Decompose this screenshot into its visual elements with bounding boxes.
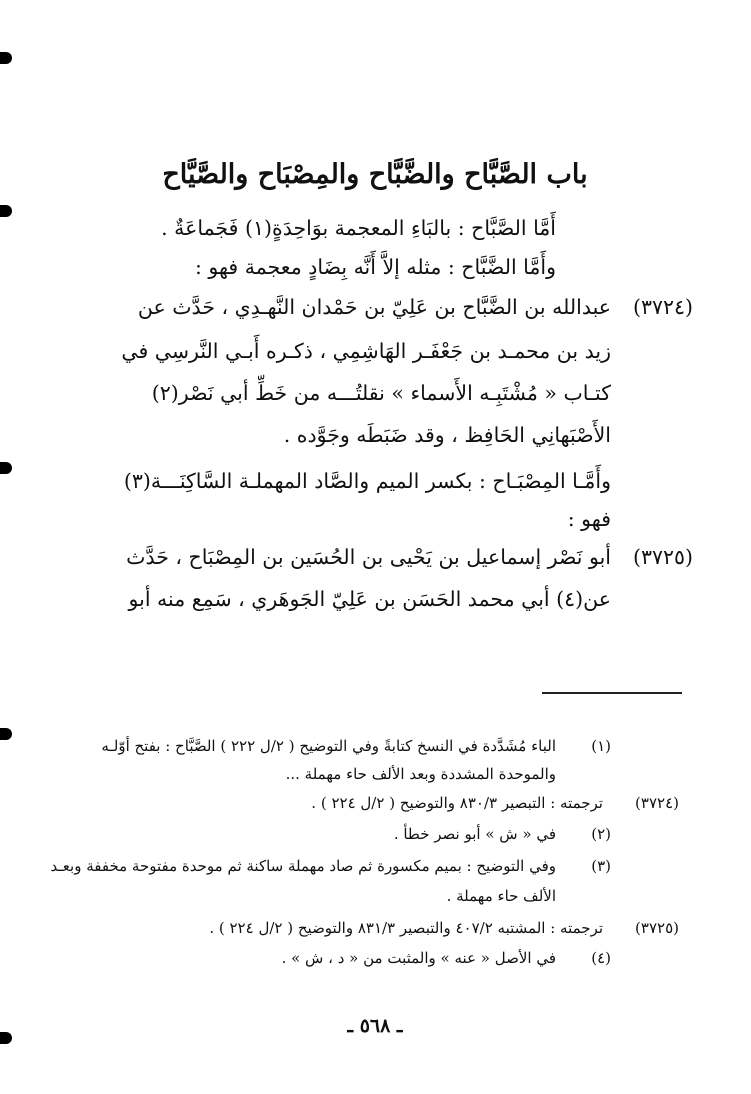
footnote-text: والموحدة المشددة وبعد الألف حاء مهملة ... [285, 765, 556, 783]
intro-line: وأَمَّا الضَّبَّاح : مثله إلاَّ أَنَّه بِضَادٍ معجمة فهو : [194, 255, 556, 279]
footnote-text: الباء مُشَدَّدة في النسخ كتابةً وفي التوضيح ( ٢/ل ٢٢٢ ) الصَّبَّاح : بفتح أوّلـه [101, 737, 556, 755]
footnote-marker: (١) [591, 737, 611, 755]
intro-line: أَمَّا الصَّبَّاح : بالبَاءِ المعجمة بوَاحِدَةٍ(١) فَجَماعَةٌ . [161, 216, 556, 240]
entry-line: أبو نَصْر إسماعيل بن يَحْيى بن الحُسَين بن المِصْبَاح ، حَدَّث [126, 545, 611, 569]
footnote-text: ترجمته : المشتبه ٤٠٧/٢ والتبصير ٨٣١/٣ والتوضيح ( ٢/ل ٢٢٤ ) . [209, 919, 603, 937]
entry-line: كتـاب « مُشْتَبِـه الأَسماء » نقلتُـــه من خَطِّ أبي نَصْر(٢) [151, 381, 611, 405]
footnote-marker: (٣) [591, 857, 611, 875]
footnote-marker: (٢) [591, 825, 611, 843]
entry-line: عن(٤) أبي محمد الحَسَن بن عَلِيّ الجَوهَري ، سَمِع منه أبو [128, 587, 611, 611]
footnote-marker: (٣٧٢٥) [635, 919, 679, 937]
binding-mark [0, 462, 12, 474]
footnote-text: في « ش » أبو نصر خطأ . [393, 825, 556, 843]
footnote-text: وفي التوضيح : بميم مكسورة ثم صاد مهملة ساكنة ثم موحدة مفتوحة مخففة وبعـد [50, 857, 556, 875]
footnote-marker: (٤) [591, 949, 611, 967]
intro-line: فهو : [567, 507, 611, 531]
footnote-separator [542, 692, 682, 694]
entry-number: (٣٧٢٤) [632, 295, 693, 319]
binding-mark [0, 728, 12, 740]
footnote-text: الألف حاء مهملة . [446, 887, 556, 905]
footnote-text: في الأصل « عنه » والمثبت من « د ، ش » . [281, 949, 556, 967]
binding-mark [0, 1032, 12, 1044]
footnote-marker: (٣٧٢٤) [635, 794, 679, 812]
entry-line: زيد بن محمـد بن جَعْفَـر الهَاشِمِي ، ذكـره أَبـي النَّرسِي في [121, 339, 611, 363]
page-number: ـ ٥٦٨ ـ [347, 1015, 403, 1037]
chapter-title: باب الصَّبَّاح والضَّبَّاح والمِصْبَاح والصَّيَّاح [162, 159, 588, 190]
binding-mark [0, 205, 12, 217]
entry-number: (٣٧٢٥) [632, 545, 693, 569]
entry-line: الأَصْبَهانِي الحَافِظ ، وقد ضَبَطَه وجَوَّده . [283, 423, 611, 447]
intro-line: وأَمَّـا المِصْبَـاح : بكسر الميم والصَّاد المهملـة السَّاكِنَـــة(٣) [123, 469, 611, 493]
entry-line: عبدالله بن الضَّبَّاح بن عَلِيّ بن حَمْدان النَّهـدِي ، حَدَّث عن [137, 295, 611, 319]
binding-mark [0, 52, 12, 64]
footnote-text: ترجمته : التبصير ٨٣٠/٣ والتوضيح ( ٢/ل ٢٢٤ ) . [311, 794, 603, 812]
